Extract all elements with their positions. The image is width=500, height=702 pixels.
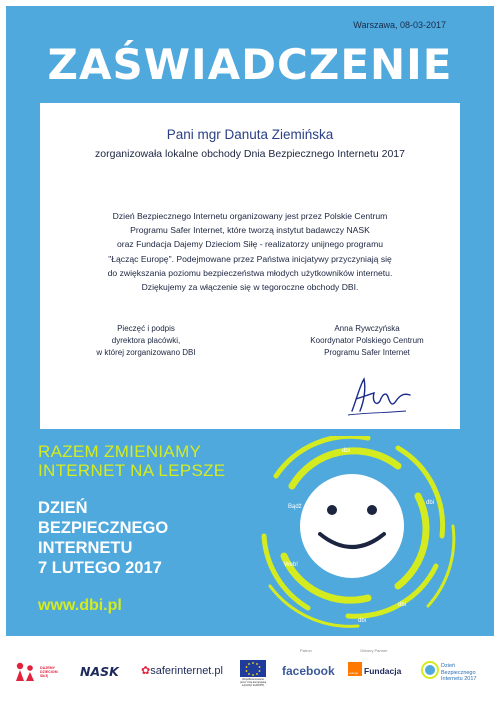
issue-date: Warszawa, 08-03-2017 bbox=[353, 20, 446, 30]
smiley-face bbox=[300, 474, 404, 578]
body-line: Dziękujemy za włączenie się w tegoroczne obchody DBI. bbox=[141, 282, 359, 293]
event-title-line: BEZPIECZNEGO bbox=[38, 519, 169, 537]
slogan-line: INTERNET NA LEPSZE bbox=[38, 461, 226, 480]
ring-label: Web! bbox=[284, 562, 298, 568]
dajemy-dzieciom-sile-logo bbox=[14, 662, 38, 682]
ring-label: Bądź bbox=[288, 504, 302, 510]
body-line: do zwiększania poziomu bezpieczeństwa młodych użytkowników internetu. bbox=[107, 267, 393, 278]
stamp-signature-block bbox=[56, 323, 236, 359]
saferinternet-icon: ✿ bbox=[141, 665, 151, 677]
event-title-line: DZIEŃ bbox=[38, 499, 88, 517]
facebook-logo: facebook bbox=[282, 664, 335, 678]
smiley-eye bbox=[327, 505, 337, 515]
stamp-label: Pieczęć i podpis bbox=[117, 324, 175, 333]
certificate-title: ZAŚWIADCZENIE bbox=[47, 40, 453, 89]
ddsz-text: DAJEMY DZIECIOM SIŁĘ bbox=[40, 666, 58, 679]
saferinternet-logo: ✿saferinternet.pl bbox=[141, 665, 223, 677]
recipient-name: Pani mgr Danuta Ziemińska bbox=[166, 127, 334, 142]
certificate-card bbox=[40, 103, 460, 429]
ring-label: dbi bbox=[426, 500, 435, 506]
handwritten-signature bbox=[342, 371, 416, 421]
body-line: oraz Fundacja Dajemy Dzieciom Siłę - realizatorzy unijnego programu bbox=[116, 239, 384, 250]
coordinator-name: Anna Rywczyńska bbox=[334, 324, 400, 333]
body-line: "Łącząc Europę". Podejmowane przez Państwa inicjatywy przyczyniają się bbox=[108, 253, 392, 264]
nask-logo: NASK bbox=[80, 664, 119, 679]
partners-bar bbox=[0, 640, 500, 702]
event-title bbox=[38, 498, 168, 578]
patron-tag: Patron bbox=[300, 648, 312, 653]
stamp-label: dyrektora placówki, bbox=[111, 336, 181, 345]
ring-label: dbi bbox=[358, 618, 367, 624]
body-line: Dzień Bezpiecznego Internetu organizowany jest przez Polskie Centrum bbox=[112, 211, 388, 221]
recipient-description: zorganizowała lokalne obchody Dnia Bezpiecznego Internetu 2017 bbox=[95, 148, 405, 160]
slogan-line: RAZEM ZMIENIAMY bbox=[38, 442, 202, 461]
event-title-line: INTERNETU bbox=[38, 539, 133, 557]
eu-funding-text: Współfinansowane przez Unię Europejską ŁĄCZĄC EUROPĘ bbox=[239, 678, 267, 687]
stamp-label: w której zorganizowano DBI bbox=[96, 348, 196, 357]
ring-label: dbi bbox=[342, 448, 351, 454]
campaign-slogan bbox=[38, 442, 225, 480]
coordinator-role: Programu Safer Internet bbox=[324, 348, 410, 357]
body-line: Programu Safer Internet, które tworzą instytut badawczy NASK bbox=[130, 225, 370, 236]
smiley-eye bbox=[367, 505, 377, 515]
smiley-circles-graphic bbox=[248, 436, 456, 628]
website-link[interactable]: www.dbi.pl bbox=[38, 597, 122, 614]
coordinator-signature-block bbox=[292, 323, 442, 359]
main-partner-tag: Główny Partner bbox=[360, 648, 388, 653]
ring-label: dbi bbox=[398, 602, 407, 608]
dbi-mini-smiley-icon bbox=[420, 660, 440, 680]
event-date: 7 LUTEGO 2017 bbox=[38, 559, 162, 577]
fundacja-orange-logo: Fundacja bbox=[364, 666, 402, 676]
certificate-body bbox=[40, 209, 460, 294]
orange-logo-text: orange bbox=[349, 671, 359, 675]
dbi-small-logo: Dzień Bezpiecznego Internetu 2017 bbox=[441, 663, 477, 682]
coordinator-role: Koordynator Polskiego Centrum bbox=[310, 336, 424, 345]
